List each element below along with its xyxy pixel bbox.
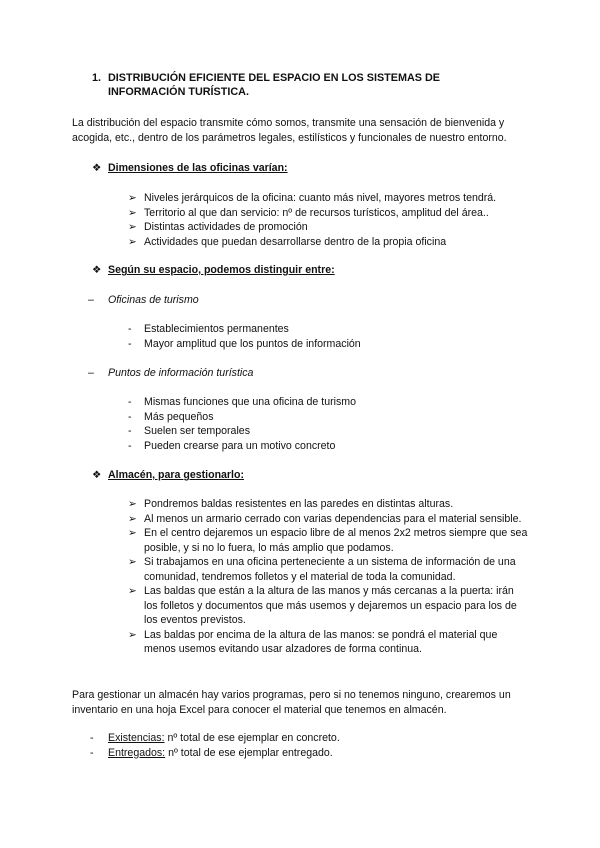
- closing-paragraph: Para gestionar un almacén hay varios programas, pero si no tenemos ninguno, crearemos un inventario en una hoja Excel para conocer el material que tenemos en almacén.: [72, 689, 511, 716]
- list-item: - Más pequeños: [128, 410, 214, 423]
- arrow-bullet-icon: ➢: [128, 512, 137, 525]
- dimensiones-list: [128, 191, 528, 249]
- list-item: ➢ Actividades que puedan desarrollarse dentro de la propia oficina: [128, 235, 447, 248]
- arrow-bullet-icon: ➢: [128, 527, 137, 539]
- list-item: - Establecimientos permanentes: [128, 323, 289, 335]
- list-item: ➢ Distintas actividades de promoción: [128, 221, 308, 233]
- dash-bullet-icon: -: [90, 732, 94, 744]
- list-item: - Suelen ser temporales: [128, 425, 250, 437]
- section-espacio-title: ❖ Según su espacio, podemos distinguir entre:: [92, 264, 335, 276]
- list-item: - Pueden crearse para un motivo concreto: [128, 439, 336, 452]
- dash-bullet-icon: -: [128, 439, 132, 452]
- arrow-bullet-icon: ➢: [128, 221, 137, 233]
- dash-bullet-icon: -: [128, 410, 132, 423]
- inventory-terms-list: [90, 731, 550, 760]
- arrow-bullet-icon: ➢: [128, 192, 137, 204]
- dash-bullet-icon: -: [128, 396, 132, 408]
- dash-bullet-icon: -: [90, 746, 94, 759]
- arrow-bullet-icon: ➢: [128, 556, 137, 568]
- heading-text: DISTRIBUCIÓN EFICIENTE DEL ESPACIO EN LOS SISTEMAS DE INFORMACIÓN TURÍSTICA.: [108, 72, 440, 98]
- list-item-existencias: [90, 731, 550, 746]
- arrow-bullet-icon: ➢: [128, 498, 137, 510]
- list-item: ➢ Las baldas que están a la altura de las manos y más cercanas a la puerta: irán los folletos y documentos que más usemos y dejaremos un espacio para los de los eventos previstos.: [128, 585, 517, 626]
- arrow-bullet-icon: ➢: [128, 235, 137, 248]
- oficinas-list: [128, 322, 528, 351]
- list-item-entregados: [90, 746, 550, 761]
- list-item: ➢ Las baldas por encima de la altura de las manos: se pondrá el material que menos usemos evitando usar alzadores de forma continua.: [128, 628, 498, 655]
- term-label: Entregados:: [108, 746, 166, 759]
- intro-paragraph: La distribución del espacio transmite cómo somos, transmite una sensación de bienvenida y acogida, etc., dentro de los parámetros legales, estilísticos y funcionales de nuestro entorno.: [72, 117, 507, 144]
- section-heading: [92, 71, 492, 99]
- diamond-bullet-icon: ❖: [92, 469, 102, 481]
- list-item: ➢ Territorio al que dan servicio: nº de recursos turísticos, amplitud del área..: [128, 206, 489, 219]
- dash-bullet-icon: -: [128, 323, 132, 335]
- section-almacen-title: ❖ Almacén, para gestionarlo:: [92, 469, 244, 481]
- term-definition: nº total de ese ejemplar en concreto.: [164, 732, 340, 744]
- endash-bullet-icon: –: [88, 294, 94, 306]
- list-item: - Mismas funciones que una oficina de turismo: [128, 396, 356, 408]
- subsection-puntos-title: – Puntos de información turística: [88, 367, 254, 379]
- list-item: - Mayor amplitud que los puntos de información: [128, 337, 361, 350]
- dash-bullet-icon: -: [128, 425, 132, 437]
- almacen-list: [128, 497, 528, 657]
- puntos-list: [128, 395, 528, 453]
- heading-number: 1.: [92, 72, 102, 84]
- diamond-bullet-icon: ❖: [92, 264, 102, 276]
- term-label: Existencias:: [108, 732, 165, 744]
- arrow-bullet-icon: ➢: [128, 206, 137, 219]
- endash-bullet-icon: –: [88, 367, 94, 379]
- dash-bullet-icon: -: [128, 337, 132, 350]
- diamond-bullet-icon: ❖: [92, 162, 102, 174]
- list-item: ➢ Niveles jerárquicos de la oficina: cuanto más nivel, mayores metros tendrá.: [128, 192, 497, 204]
- list-item: ➢ En el centro dejaremos un espacio libre de al menos 2x2 metros siempre que sea posible, y si no lo fuera, lo más amplio que podamos.: [128, 527, 528, 554]
- list-item: ➢ Si trabajamos en una oficina perteneciente a un sistema de información de una comunidad, tendremos folletos y el material de toda la comunidad.: [128, 556, 516, 583]
- arrow-bullet-icon: ➢: [128, 585, 137, 597]
- list-item: ➢ Pondremos baldas resistentes en las paredes en distintas alturas.: [128, 498, 454, 510]
- list-item: ➢ Al menos un armario cerrado con varias dependencias para el material sensible.: [128, 512, 522, 525]
- arrow-bullet-icon: ➢: [128, 628, 137, 641]
- subsection-oficinas-title: – Oficinas de turismo: [88, 294, 199, 306]
- section-dimensiones-title: ❖ Dimensiones de las oficinas varían:: [92, 162, 288, 174]
- term-definition: nº total de ese ejemplar entregado.: [165, 746, 333, 759]
